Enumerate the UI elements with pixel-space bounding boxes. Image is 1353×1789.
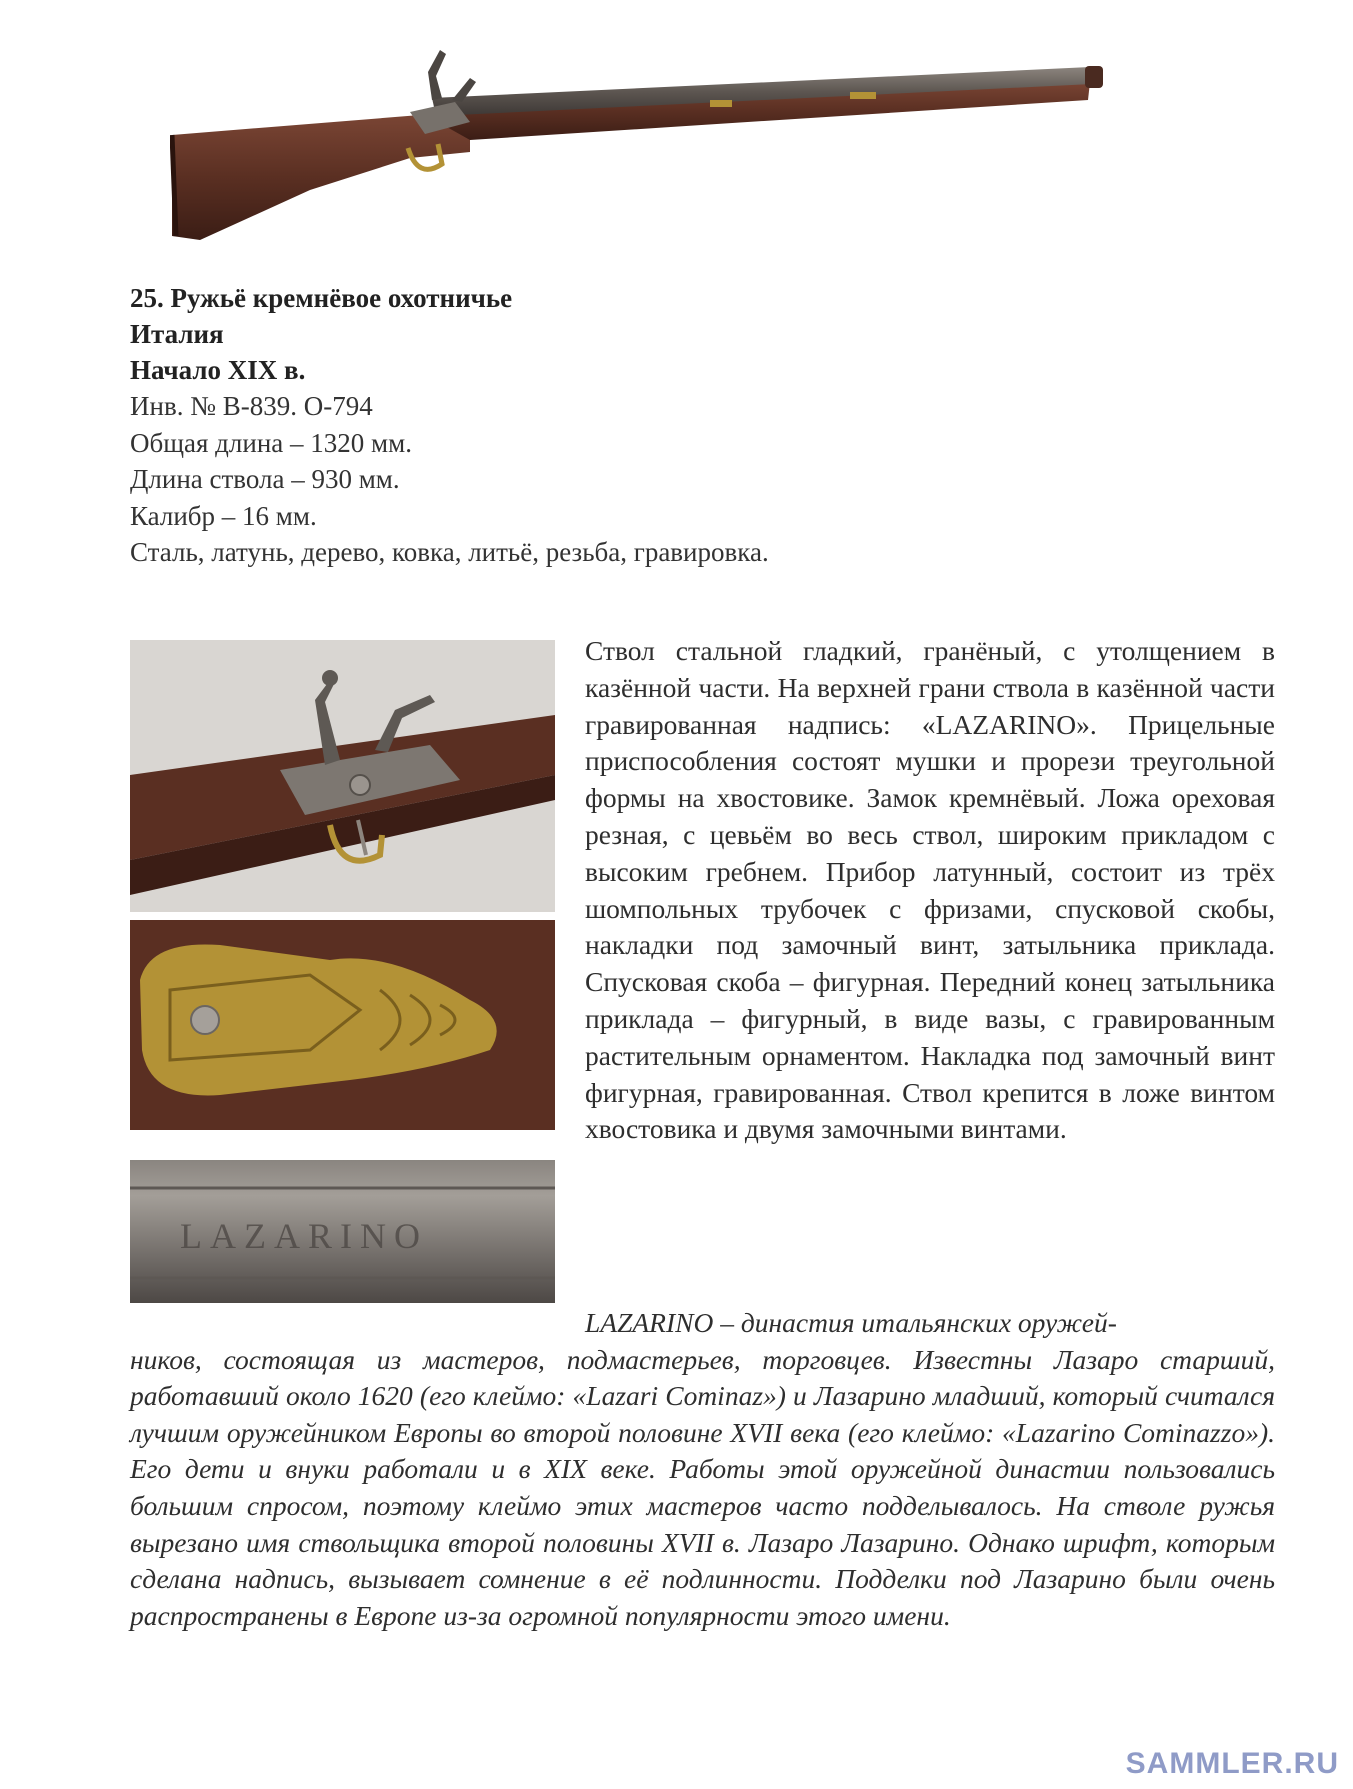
item-heading [130, 280, 1030, 571]
item-date: Начало XIX в. [130, 355, 306, 385]
gun-photo [170, 40, 1260, 250]
note-body: ников, состоящая из мастеров, подмастерьев, торговцев. Известны Лазаро старший, работавший около 1620 (его клеймо: «Lazari Cominaz») и Лазарино младший, который считался лучшим оружейником Европы во второй половине XVII века (его клеймо: «Lazarino Cominazzo»). Его дети и внуки работали и в XIX веке. Работы этой оружейной династии пользовались большим спросом, поэтому клеймо этих мастеров часто подделывалось. На стволе ружья вырезано имя ствольщика второй половины XVII в. Лазаро Лазарино. Однако шрифт, которым сделана надпись, вызывает сомнение в её подлинности. Подделки под Лазарино были очень распространены в Европе из-за огромной популярности этого имени. [130, 1343, 1275, 1631]
barrel-engraving-photo [130, 1160, 555, 1303]
item-inventory: Инв. № В-839. О-794 [130, 391, 373, 421]
item-materials: Сталь, латунь, дерево, ковка, литьё, резьба, гравировка. [130, 537, 769, 567]
lock-detail-photo [130, 640, 555, 912]
watermark: SAMMLER.RU [1125, 1747, 1339, 1780]
item-total-length: Общая длина – 1320 мм. [130, 427, 412, 458]
engraving-text: LAZARINO [180, 1216, 428, 1256]
note-first-line: LAZARINO – династия итальянских оружей- [585, 1307, 1117, 1338]
item-origin: Италия [130, 319, 224, 349]
butt-plate-detail-photo [130, 920, 555, 1130]
historical-note [130, 1305, 1275, 1634]
item-caliber: Калибр – 16 мм. [130, 500, 317, 531]
description: Ствол стальной гладкий, гранёный, с утолщением в казённой части. На верхней грани ствола в казённой части гравированная надпись: «LAZARINO». Прицельные приспособления состоят мушки и прорези треугольной формы на хвостовике. Замок кремнёвый. Ложа ореховая резная, с цевьём во весь ствол, широким прикладом с высоким гребнем. Прибор латунный, состоит из трёх шомпольных трубочек с фризами, спусковой скобы, накладки под замочный винт, затыльника приклада. Спусковая скоба – фигурная. Передний конец затыльника приклада – фигурный, в виде вазы, с гравированным растительным орнаментом. Накладка под замочный винт фигурная, гравированная. Ствол крепится в ложе винтом хвостовика и двумя замочными винтами. [585, 635, 1275, 1145]
item-title: 25. Ружьё кремнёвое охотничье [130, 283, 513, 313]
item-barrel-length: Длина ствола – 930 мм. [130, 464, 400, 494]
